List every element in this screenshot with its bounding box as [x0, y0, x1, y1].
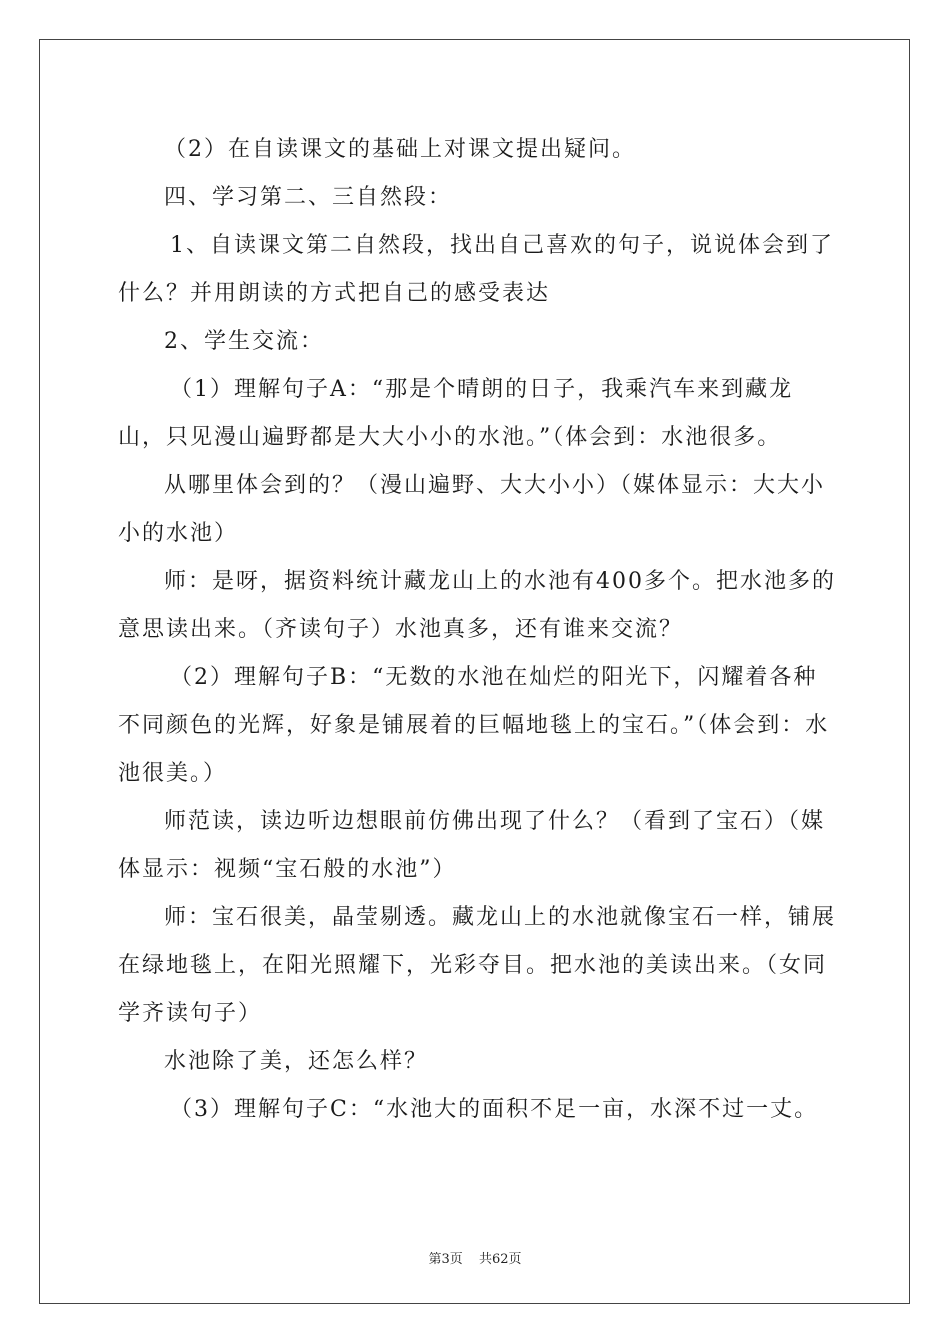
paragraph: （2）在自读课文的基础上对课文提出疑问。 [164, 137, 636, 162]
paragraph: （3）理解句子C：“水池大的面积不足一亩，水深不过一丈。 [170, 1097, 819, 1122]
paragraph: 水池除了美，还怎么样？ [164, 1049, 429, 1074]
paragraph: （1）理解句子A：“那是个晴朗的日子，我乘汽车来到藏龙山，只见漫山遍野都是大大小小的水池。”（体会到：水池很多。 [118, 377, 794, 450]
paragraph: 师：是呀，据资料统计藏龙山上的水池有400多个。把水池多的意思读出来。（齐读句子）水池真多，还有谁来交流？ [118, 569, 836, 642]
page-total: 共62页 [478, 1252, 522, 1267]
paragraph: 师：宝石很美，晶莹剔透。藏龙山上的水池就像宝石一样，铺展在绿地毯上，在阳光照耀下，光彩夺目。把水池的美读出来。（女同学齐读句子） [118, 905, 837, 1026]
document-body [118, 126, 838, 1134]
paragraph: 1、自读课文第二自然段，找出自己喜欢的句子，说说体会到了什么？并用朗读的方式把自己的感受表达 [118, 233, 834, 306]
section-heading: 四、学习第二、三自然段： [164, 185, 453, 210]
paragraph: 2、学生交流： [164, 329, 324, 354]
page-footer [0, 1248, 950, 1267]
paragraph: （2）理解句子B：“无数的水池在灿烂的阳光下，闪耀着各种不同颜色的光辉，好象是铺展着的巨幅地毯上的宝石。”（体会到：水池很美。） [118, 665, 830, 786]
paragraph: 师范读，读边听边想眼前仿佛出现了什么？（看到了宝石）（媒体显示：视频“宝石般的水池”） [118, 809, 826, 882]
paragraph: 从哪里体会到的？（漫山遍野、大大小小）（媒体显示：大大小小的水池） [118, 473, 826, 546]
page-number: 第3页 [428, 1252, 463, 1267]
